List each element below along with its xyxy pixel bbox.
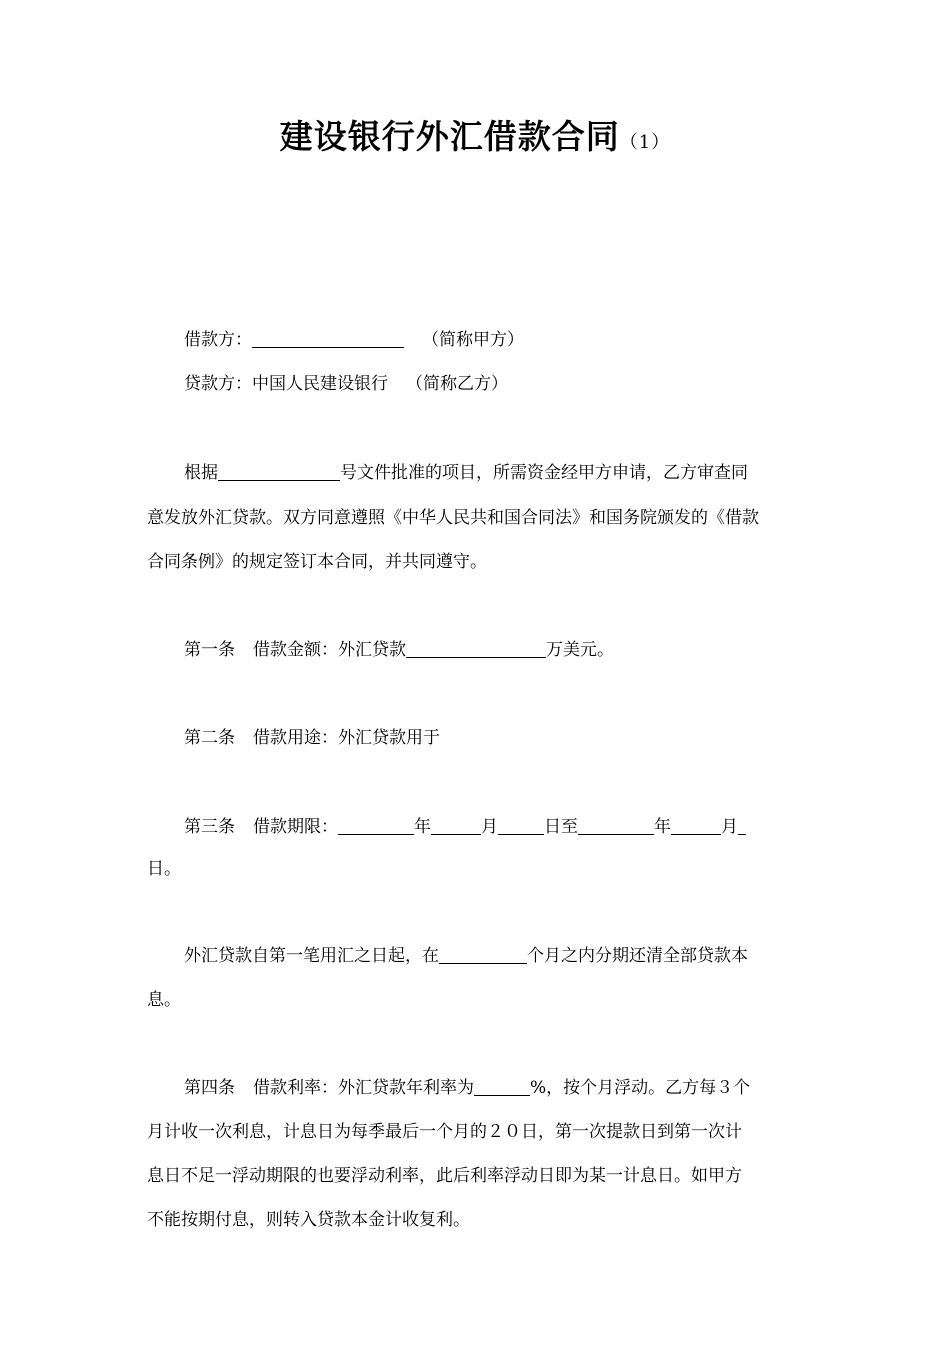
borrower-label: 借款方：	[184, 330, 252, 350]
title-main: 建设银行外汇借款合同	[279, 117, 620, 156]
repayment-line-2: 息。	[147, 990, 181, 1010]
end-day-blank[interactable]	[738, 816, 746, 835]
year-label: 年	[414, 817, 431, 837]
article-4-line-1	[184, 1076, 817, 1100]
article-4-number: 第四条	[184, 1078, 235, 1098]
document-title	[0, 112, 950, 168]
intro-line-1	[184, 461, 817, 485]
interest-rate-blank[interactable]	[474, 1077, 530, 1096]
lender-line	[184, 372, 817, 396]
repayment-line-1	[184, 944, 817, 968]
month2-label: 月	[721, 817, 738, 837]
article-3	[184, 815, 817, 839]
intro-text-2: 号文件批准的项目，所需资金经甲方申请，乙方审查同	[340, 463, 748, 483]
article-1	[184, 638, 817, 662]
article-4-line-2: 月计收一次利息，计息日为每季最后一个月的２０日，第一次提款日到第一次计	[147, 1122, 742, 1142]
article-4-line-3: 息日不足一浮动期限的也要浮动利率，此后利率浮动日即为某一计息日。如甲方	[147, 1166, 742, 1186]
year2-label: 年	[654, 817, 671, 837]
borrower-note: （简称甲方）	[422, 330, 524, 350]
lender-name: 中国人民建设银行	[252, 374, 388, 394]
end-month-blank[interactable]	[671, 816, 721, 835]
repay-text-2: 个月之内分期还清全部贷款本	[527, 946, 748, 966]
loan-amount-blank[interactable]	[406, 639, 546, 658]
borrower-blank[interactable]	[252, 329, 404, 348]
article-1-unit: 万美元。	[546, 640, 614, 660]
start-year-blank[interactable]	[338, 816, 414, 835]
article-1-label: 借款金额：外汇贷款	[253, 640, 406, 660]
article-4-text-1: 借款利率：外汇贷款年利率为	[253, 1078, 474, 1098]
intro-text-1: 根据	[184, 463, 218, 483]
intro-line-3: 合同条例》的规定签订本合同，并共同遵守。	[147, 552, 487, 572]
title-number: （1）	[619, 132, 671, 153]
approval-doc-blank[interactable]	[218, 462, 340, 481]
month-label: 月	[481, 817, 498, 837]
lender-note: （简称乙方）	[406, 374, 508, 394]
start-month-blank[interactable]	[431, 816, 481, 835]
article-2-label: 借款用途：外汇贷款用于	[253, 728, 440, 748]
article-4-text-2: %，按个月浮动。乙方每３个	[530, 1078, 751, 1098]
article-4-line-4: 不能按期付息，则转入贷款本金计收复利。	[147, 1210, 470, 1230]
repay-text-1: 外汇贷款自第一笔用汇之日起，在	[184, 946, 439, 966]
article-2-number: 第二条	[184, 728, 235, 748]
article-3-label: 借款期限：	[253, 817, 338, 837]
article-2	[184, 726, 817, 750]
start-day-blank[interactable]	[498, 816, 544, 835]
day-to-label: 日至	[544, 817, 578, 837]
article-3-end: 日。	[147, 859, 181, 879]
article-1-number: 第一条	[184, 640, 235, 660]
article-3-number: 第三条	[184, 817, 235, 837]
lender-label: 贷款方：	[184, 374, 252, 394]
end-year-blank[interactable]	[578, 816, 654, 835]
borrower-line	[184, 328, 817, 352]
repay-months-blank[interactable]	[439, 945, 527, 964]
intro-line-2: 意发放外汇贷款。双方同意遵照《中华人民共和国合同法》和国务院颁发的《借款	[147, 508, 759, 528]
